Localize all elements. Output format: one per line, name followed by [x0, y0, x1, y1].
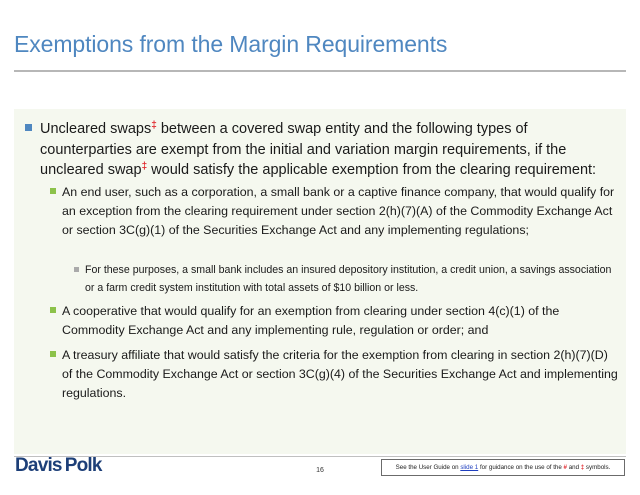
slide-title: Exemptions from the Margin Requirements — [14, 31, 448, 57]
guide-and: and — [566, 464, 581, 471]
hash-symbol: # — [563, 464, 567, 471]
list-item-text: A cooperative that would qualify for an exemption from clearing under section 4(c)(1) of the Commodity Exchange Act and any implementing rule, regulation or order; and — [62, 304, 560, 337]
square-bullet-icon — [50, 351, 56, 357]
footer-divider — [14, 456, 626, 457]
square-bullet-icon — [50, 307, 56, 313]
double-dagger-icon: ‡ — [141, 161, 148, 172]
lead-text-part2: between a covered swap entity and the following types of counterparties are exempt from the initial and variation margin requirements, if the uncleared swap — [40, 121, 567, 178]
user-guide-note — [381, 459, 625, 476]
davis-polk-logo — [15, 455, 102, 477]
square-bullet-icon — [74, 267, 79, 272]
list-item — [62, 302, 618, 340]
logo-word-polk: Polk — [64, 455, 102, 476]
slide-1-link[interactable]: slide 1 — [460, 464, 479, 471]
guide-suffix: symbols. — [584, 464, 611, 471]
lead-text-part3: would satisfy the applicable exemption from the clearing requirement: — [147, 162, 597, 178]
lead-bullet — [40, 119, 620, 181]
square-bullet-icon — [50, 188, 56, 194]
list-item-text: A treasury affiliate that would satisfy the criteria for the exemption from clearing in section 2(h)(7)(D) of the Commodity Exchange Act or section 3C(g)(4) of the Securities Exchange Act and implementing regulations. — [62, 348, 618, 400]
title-divider — [14, 70, 626, 72]
sub-list-item-text: For these purposes, a small bank includes an insured depository institution, a credit union, a savings association or a farm credit system institution with total assets of $10 billion or less. — [85, 264, 612, 294]
sub-list-item — [85, 262, 615, 297]
list-item-text: An end user, such as a corporation, a small bank or a captive finance company, that would qualify for an exception from the clearing requirement under section 2(h)(7)(A) of the Commodity Exchange Act or section 3C(g)(1) of the Securities Exchange Act and any implementing regulations; — [62, 185, 615, 237]
guide-prefix: See the User Guide on — [395, 464, 461, 471]
double-dagger-icon: ‡ — [151, 120, 157, 131]
double-dagger-icon: ‡ — [580, 464, 585, 471]
list-item — [62, 183, 618, 240]
lead-text-part1: Uncleared swaps — [40, 121, 152, 137]
guide-middle: for guidance on the use of the — [478, 464, 564, 471]
square-bullet-icon — [25, 124, 32, 131]
logo-word-davis: Davis — [15, 455, 62, 476]
list-item — [62, 346, 618, 403]
page-number: 16 — [316, 467, 324, 474]
